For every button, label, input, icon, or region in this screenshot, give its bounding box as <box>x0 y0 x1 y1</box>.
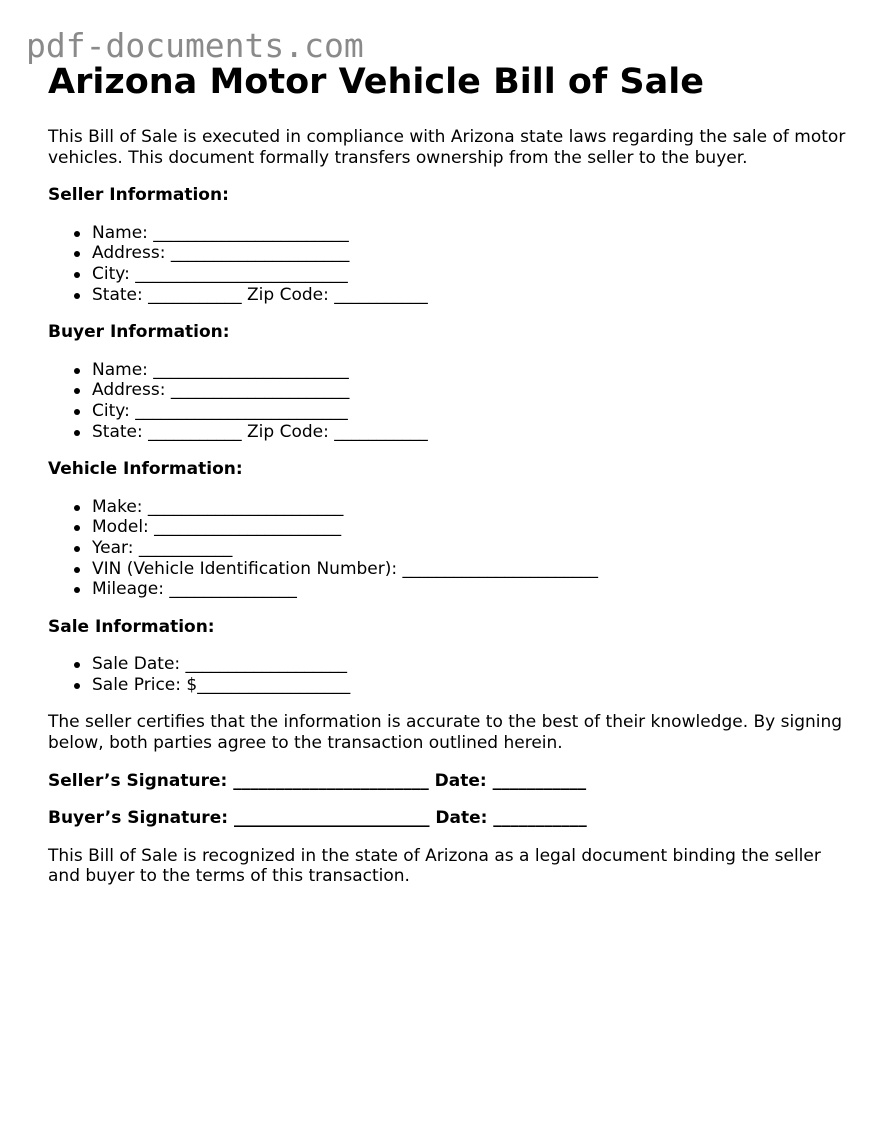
vehicle-make-field: Make: _______________________ <box>92 497 848 518</box>
seller-heading: Seller Information: <box>48 185 229 206</box>
buyer-address-field: Address: _____________________ <box>92 380 848 401</box>
seller-city-field: City: _________________________ <box>92 264 848 285</box>
vehicle-mileage-field: Mileage: _______________ <box>92 579 848 600</box>
sale-heading: Sale Information: <box>48 616 215 637</box>
buyer-city-field: City: _________________________ <box>92 401 848 422</box>
closing-paragraph: This Bill of Sale is recognized in the state of Arizona as a legal document binding the seller and buyer to the terms of this transaction. <box>48 845 821 887</box>
watermark: pdf-documents.com <box>26 26 364 65</box>
vehicle-heading: Vehicle Information: <box>48 459 243 480</box>
vehicle-list <box>48 497 848 600</box>
seller-list <box>48 223 848 305</box>
vehicle-vin-field: VIN (Vehicle Identification Number): _______________________ <box>92 559 848 580</box>
sale-date-field: Sale Date: ___________________ <box>92 654 848 675</box>
buyer-list <box>48 360 848 442</box>
document-title: Arizona Motor Vehicle Bill of Sale <box>48 62 704 102</box>
sale-price-field: Sale Price: $__________________ <box>92 675 848 696</box>
buyer-heading: Buyer Information: <box>48 322 230 343</box>
vehicle-year-field: Year: ___________ <box>92 538 848 559</box>
buyer-name-field: Name: _______________________ <box>92 360 848 381</box>
seller-signature-line: Seller’s Signature: _______________________ Date: ___________ <box>48 770 587 791</box>
seller-state-zip-field: State: ___________ Zip Code: ___________ <box>92 285 848 306</box>
buyer-signature-line: Buyer’s Signature: _______________________ Date: ___________ <box>48 808 587 829</box>
seller-name-field: Name: _______________________ <box>92 223 848 244</box>
certification-paragraph: The seller certifies that the information is accurate to the best of their knowledge. By signing below, both parties agree to the transaction outlined herein. <box>48 712 843 754</box>
seller-address-field: Address: _____________________ <box>92 243 848 264</box>
sale-list <box>48 654 848 695</box>
vehicle-model-field: Model: ______________________ <box>92 517 848 538</box>
intro-paragraph: This Bill of Sale is executed in compliance with Arizona state laws regarding the sale of motor vehicles. This document formally transfers ownership from the seller to the buyer. <box>48 127 846 168</box>
document-body <box>48 58 848 887</box>
buyer-state-zip-field: State: ___________ Zip Code: ___________ <box>92 422 848 443</box>
